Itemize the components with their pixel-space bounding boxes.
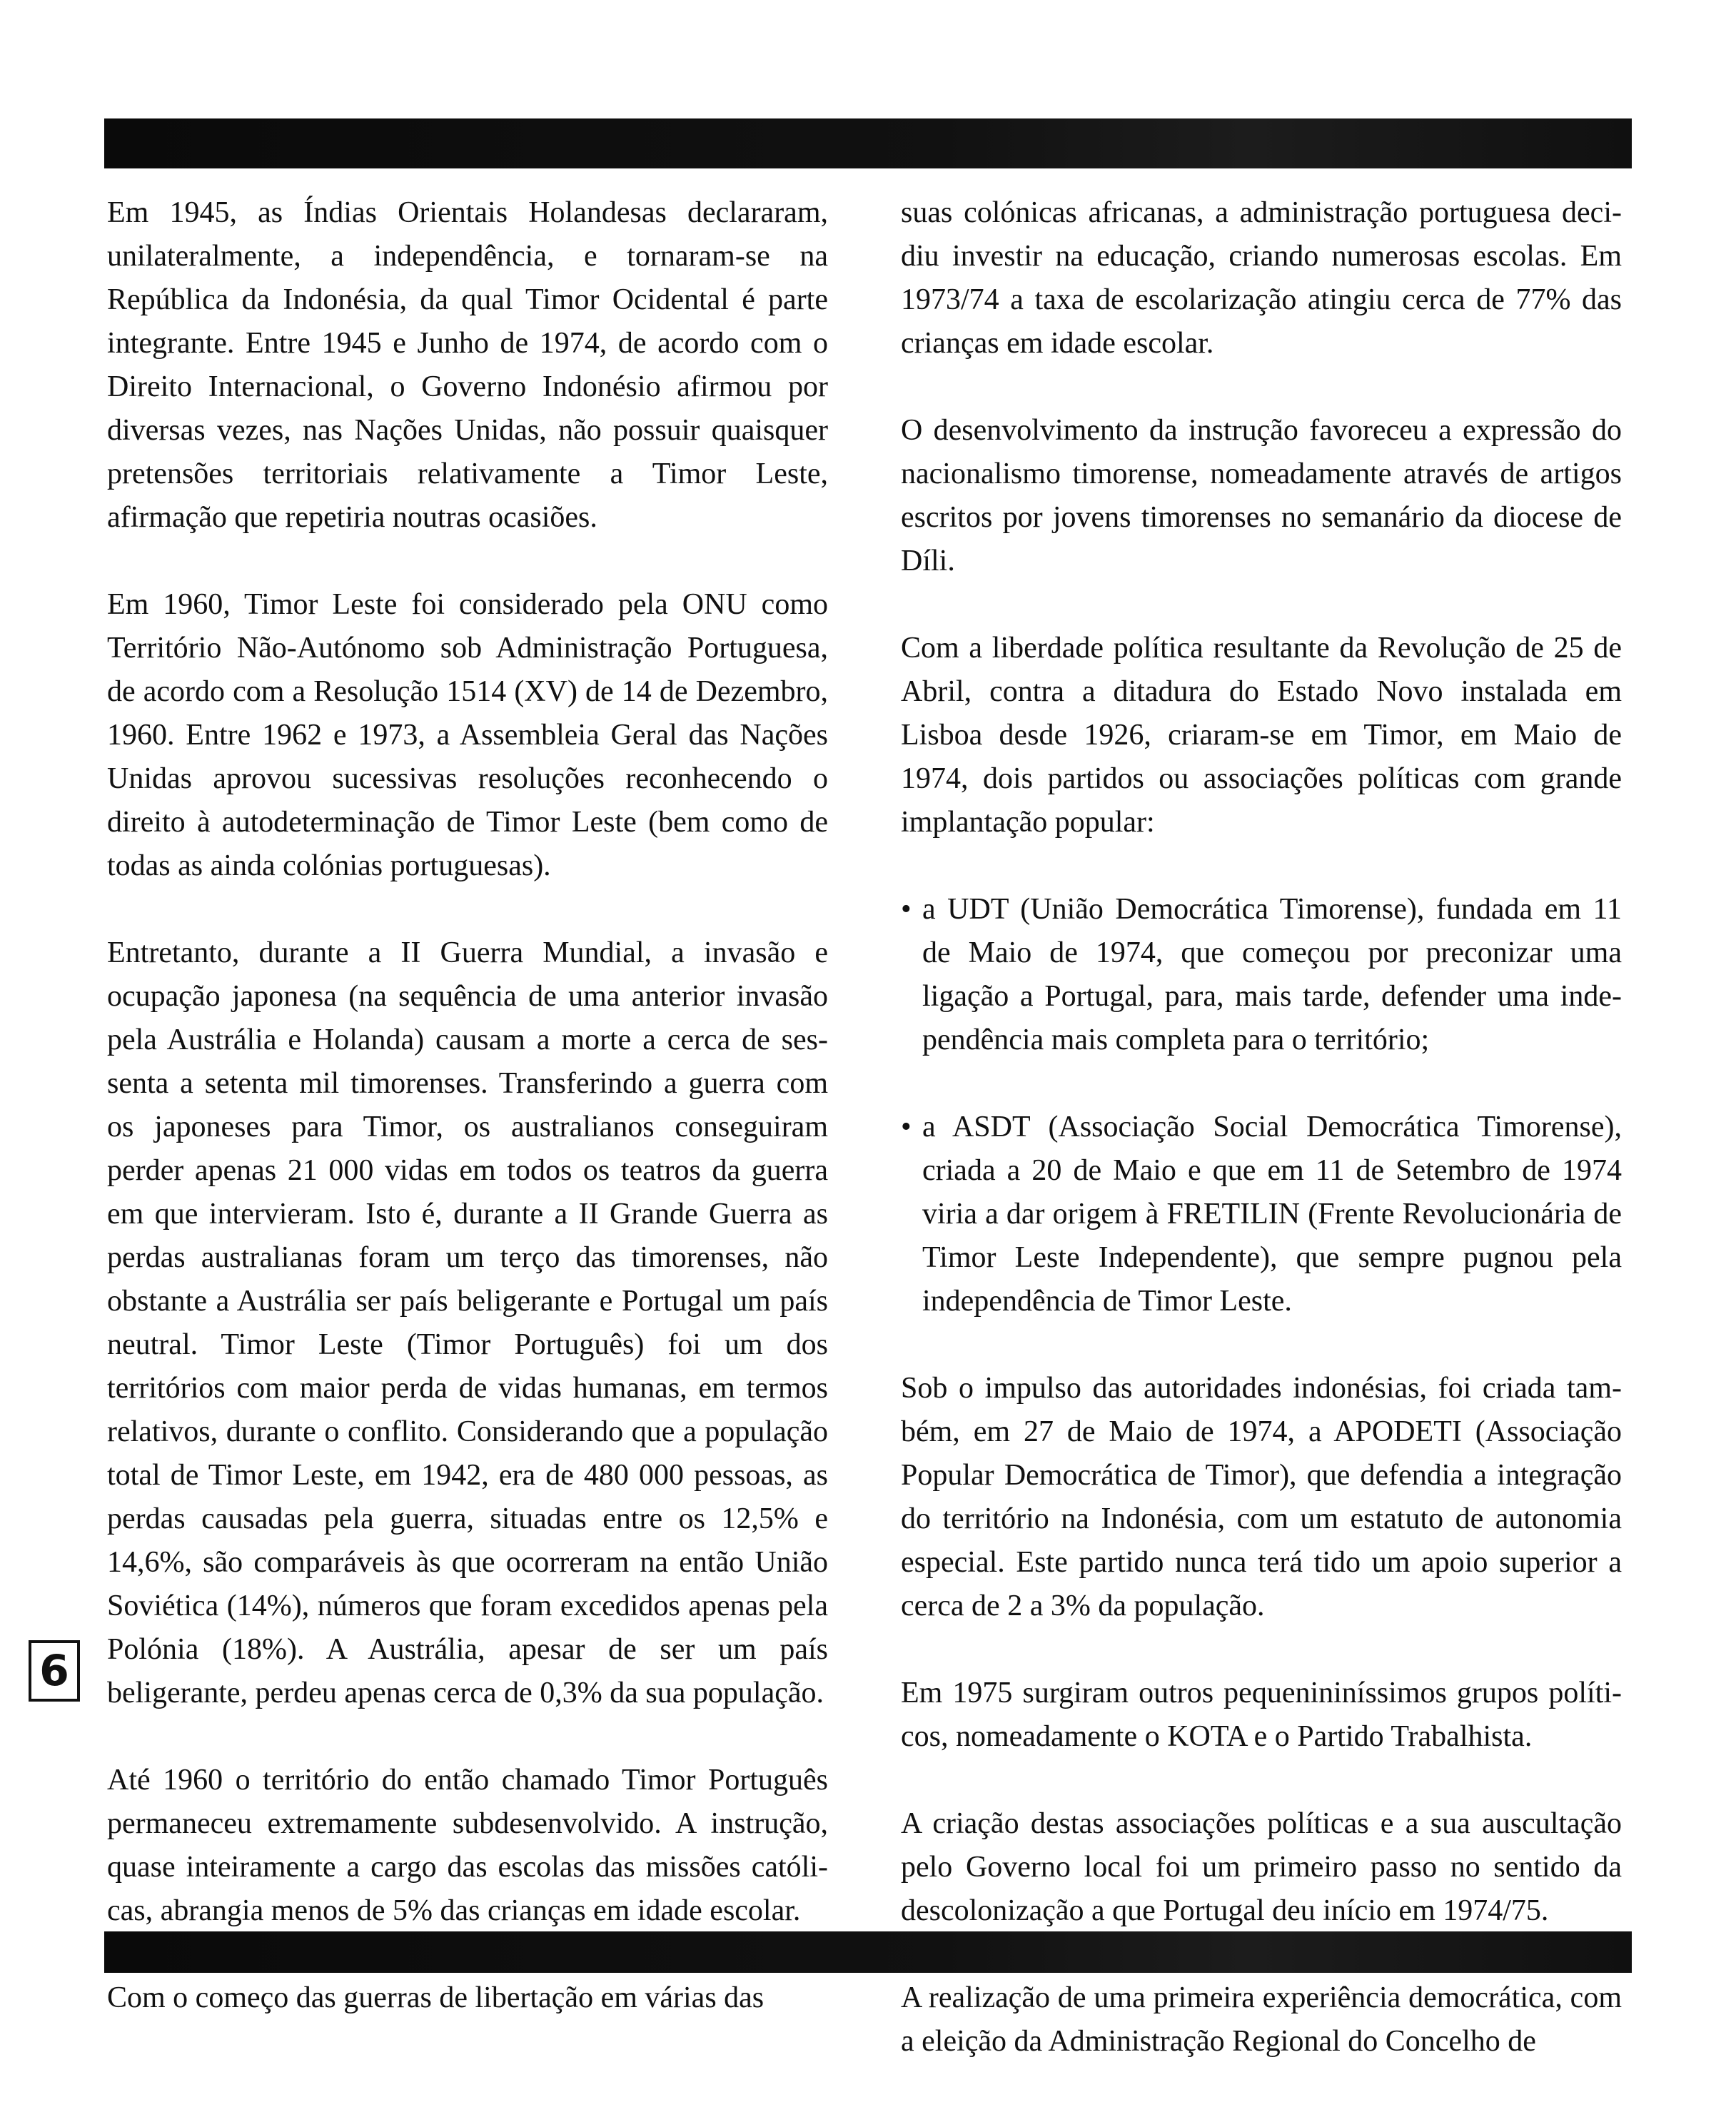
paragraph: A realização de uma primeira experiência democrática, com a eleição da Administração Regional do Concelho de — [901, 1981, 1622, 2058]
bullet-icon: • — [901, 1111, 912, 1143]
list-item-text: a ASDT (Associação Social Democrática Timorense), criada a 20 de Maio e que em 11 de Setembro de 1974 viria a dar origem à FRETILIN (Frente Revolucionária de Timor Leste Independente), que sempre pugnou pela independência de Timor Leste. — [922, 1111, 1622, 1318]
party-list — [901, 888, 1622, 1323]
paragraph: suas colónicas africanas, a administração portuguesa decidiu investir na educação, criando numerosas escolas. Em 1973/74 a taxa de escolarização atingiu cerca de 77% das crianças em idade escolar. — [901, 196, 1622, 360]
paragraph: Sob o impulso das autoridades indonésias, foi criada também, em 27 de Maio de 1974, a APODETI (Associação Popular Democrática de Timor), que defendia a integração do território na Indonésia, com um estatuto de autonomia especial. Este partido nunca terá tido um apoio superior a cerca de 2 a 3% da população. — [901, 1372, 1622, 1622]
header-band — [104, 118, 1632, 168]
page-number: 6 — [29, 1640, 80, 1702]
bullet-icon: • — [901, 893, 912, 926]
left-column — [107, 191, 828, 2063]
paragraph: Até 1960 o território do então chamado Timor Português permaneceu extremamente subdesenvolvido. A instrução, quase inteiramente a cargo das escolas das missões católicas, abrangia menos de 5% das crianças em idade escolar. — [107, 1764, 828, 1927]
paragraph: O desenvolvimento da instrução favoreceu a expressão do nacionalismo timorense, nomeadamente através de artigos escritos por jovens timorenses no semanário da diocese de Díli. — [901, 414, 1622, 577]
paragraph: Com o começo das guerras de libertação em várias das — [107, 1981, 764, 2014]
list-item-text: a UDT (União Democrática Timorense), fundada em 11 de Maio de 1974, que começou por preconizar uma ligação a Portugal, para, mais tarde, defender uma independência mais completa para o território; — [922, 893, 1622, 1056]
paragraph: Com a liberdade política resultante da Revolução de 25 de Abril, contra a ditadura do Estado Novo instalada em Lisboa desde 1926, criaram-se em Timor, em Maio de 1974, dois partidos ou associações políticas com grande implantação popular: — [901, 632, 1622, 839]
list-item — [901, 888, 1622, 1062]
paragraph: A criação destas associações políticas e a sua auscultação pelo Governo local foi um primeiro passo no sentido da descolonização a que Portugal deu início em 1974/75. — [901, 1807, 1622, 1927]
paragraph: Em 1945, as Índias Orientais Holandesas declararam, unilateralmente, a independência, e tornaram-se na República da Indonésia, da qual Timor Ocidental é parte integrante. Entre 1945 e Junho de 1974, de acordo com o Direito Internacional, o Governo Indonésio afirmou por diversas vezes, nas Nações Unidas, não possuir quaisquer pretensões territoriais relativamente a Timor Leste, afirmação que repetiria noutras ocasiões. — [107, 196, 828, 534]
paragraph: Em 1975 surgiram outros pequenininíssimos grupos políticos, nomeadamente o KOTA e o Partido Trabalhista. — [901, 1677, 1622, 1753]
footer-band — [104, 1931, 1632, 1973]
list-item — [901, 1106, 1622, 1323]
paragraph: Entretanto, durante a II Guerra Mundial, a invasão e ocupação japonesa (na sequência de uma anterior invasão pela Austrália e Holanda) causam a morte a cerca de sessenta a setenta mil timorenses. Transferindo a guerra com os japoneses para Timor, os australianos conseguiram perder apenas 21 000 vidas em todos os teatros da guerra em que intervieram. Isto é, durante a II Grande Guerra as perdas australianas foram um terço das timorenses, não obstante a Austrália ser país beligerante e Portugal um país neutral. Timor Leste (Timor Português) foi um dos territórios com maior perda de vidas humanas, em termos relativos, durante o conflito. Considerando que a população total de Timor Leste, em 1942, era de 480 000 pessoas, as perdas causadas pela guerra, situadas entre os 12,5% e 14,6%, são comparáveis às que ocorreram na então União Soviética (14%), números que foram excedidos apenas pela Polónia (18%). A Austrália, apesar de ser um país beligerante, perdeu apenas cerca de 0,3% da sua população. — [107, 936, 828, 1709]
right-column — [901, 191, 1622, 2107]
paragraph: Em 1960, Timor Leste foi considerado pela ONU como Território Não-Autónomo sob Administração Portuguesa, de acordo com a Resolução 1514 (XV) de 14 de Dezembro, 1960. Entre 1962 e 1973, a Assembleia Geral das Nações Unidas aprovou sucessivas resoluções reconhecendo o direito à autodeterminação de Timor Leste (bem como de todas as ainda colónias portuguesas). — [107, 588, 828, 882]
